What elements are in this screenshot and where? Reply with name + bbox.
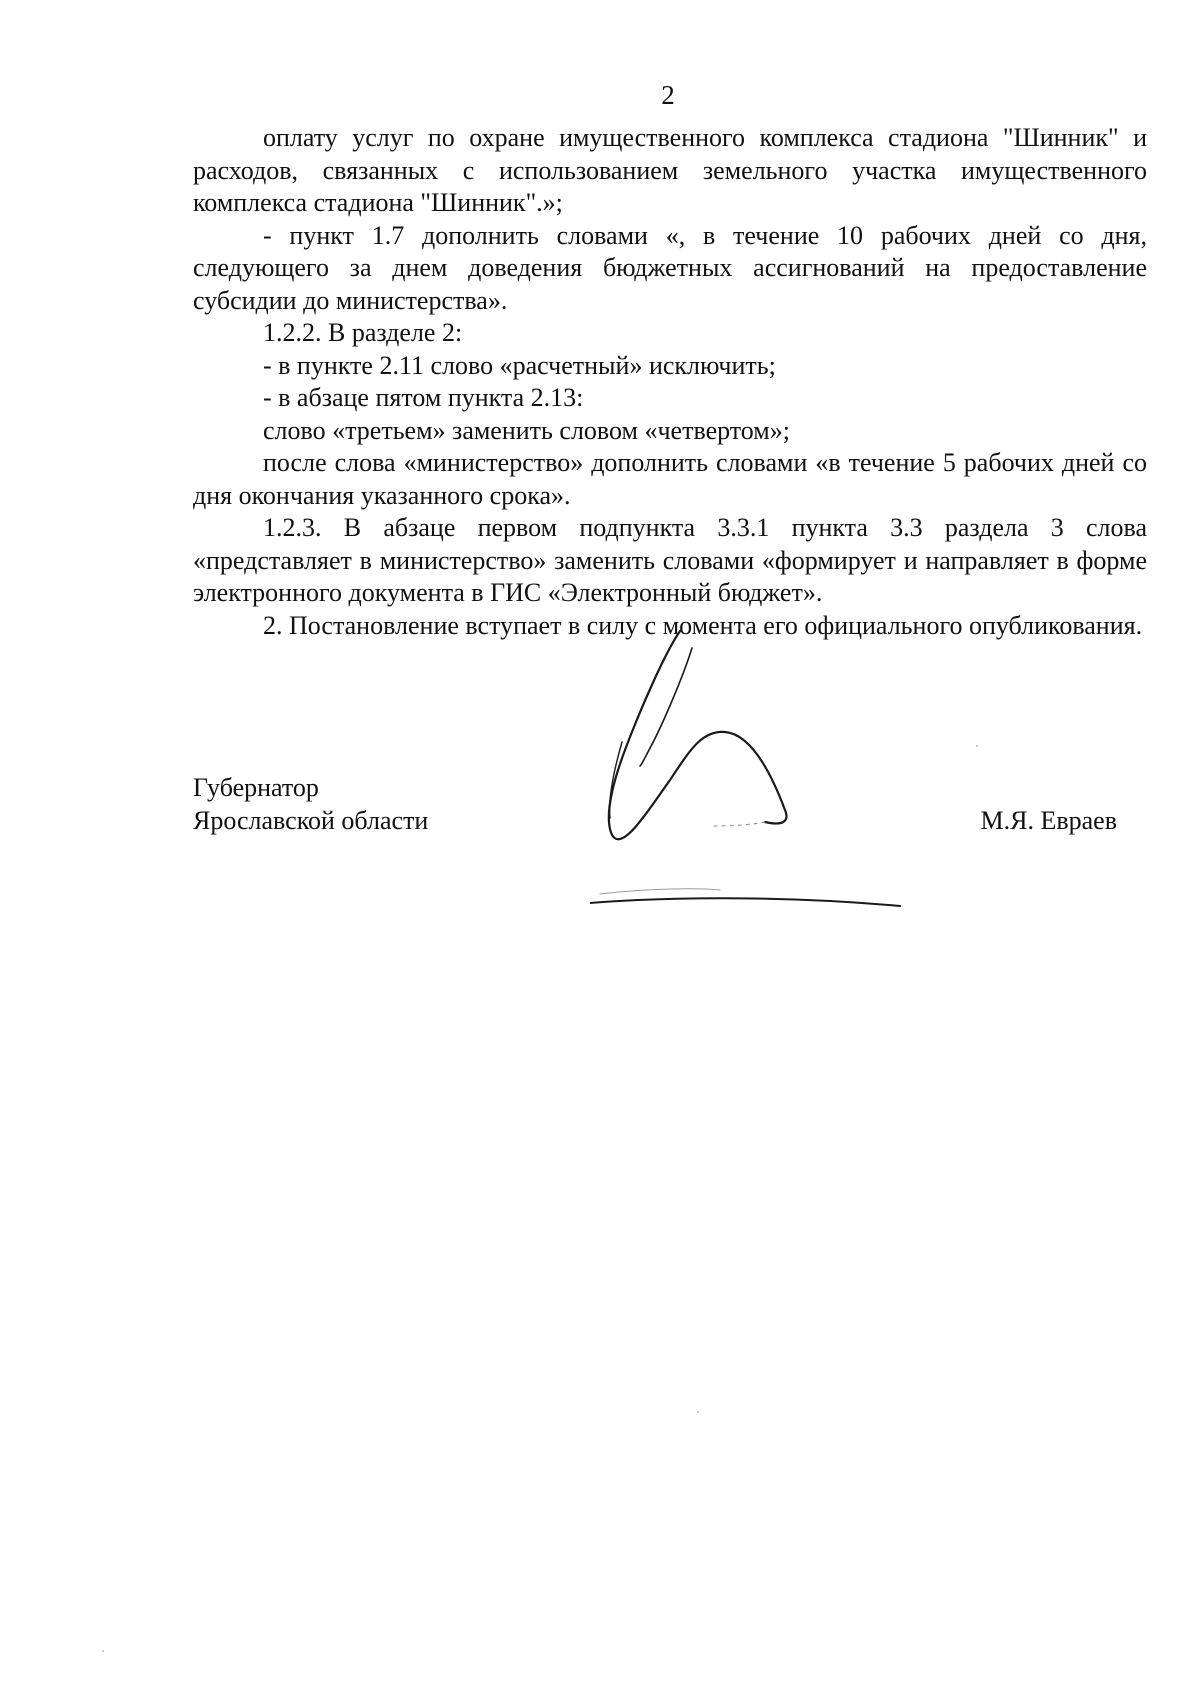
signatory-name: М.Я. Евраев (980, 805, 1117, 835)
paragraph-1-2-3: 1.2.3. В абзаце первом подпункта 3.3.1 пункта 3.3 раздела 3 слова «представляет в министерство» заменить словами «формирует и направляет в форме электронного документа в ГИС «Электронный бюджет». (193, 513, 1147, 607)
signature-inner-stroke (640, 648, 692, 766)
page-number: 2 (661, 80, 675, 110)
paragraph-clause-2-13: - в абзаце пятом пункта 2.13: (263, 383, 584, 412)
paragraph-word-addition: после слова «министерство» дополнить словами «в течение 5 рабочих дней со дня окончания указанного срока». (193, 448, 1147, 510)
paragraph-stadium-services: оплату услуг по охране имущественного комплекса стадиона "Шинник" и расходов, связанных с использованием земельного участка имущественного комплекса стадиона "Шинник".»; (193, 123, 1147, 217)
signatory-region: Ярославской области (193, 805, 429, 835)
paragraph-clause-1-7: - пункт 1.7 дополнить словами «, в течение 10 рабочих дней со дня, следующего за днем доведения бюджетных ассигнований на предоставление субсидии до министерства». (193, 220, 1147, 315)
signature-block (193, 772, 1147, 837)
signatory-title: Губернатор (193, 773, 319, 802)
scan-speck (102, 1650, 104, 1652)
signature-underline-stroke (590, 898, 900, 907)
paragraph-1-2-2-heading: 1.2.2. В разделе 2: (263, 318, 463, 347)
document-body (193, 122, 1147, 642)
paragraph-effective-date: 2. Постановление вступает в силу с момента его официального опубликования. (263, 610, 1143, 640)
scan-speck (976, 745, 978, 747)
paragraph-clause-2-11: - в пункте 2.11 слово «расчетный» исключить; (263, 350, 776, 380)
scan-speck (697, 1411, 699, 1413)
paragraph-word-replace: слово «третьем» заменить словом «четвертом»; (263, 415, 790, 445)
signature-underline-fade (600, 889, 720, 894)
